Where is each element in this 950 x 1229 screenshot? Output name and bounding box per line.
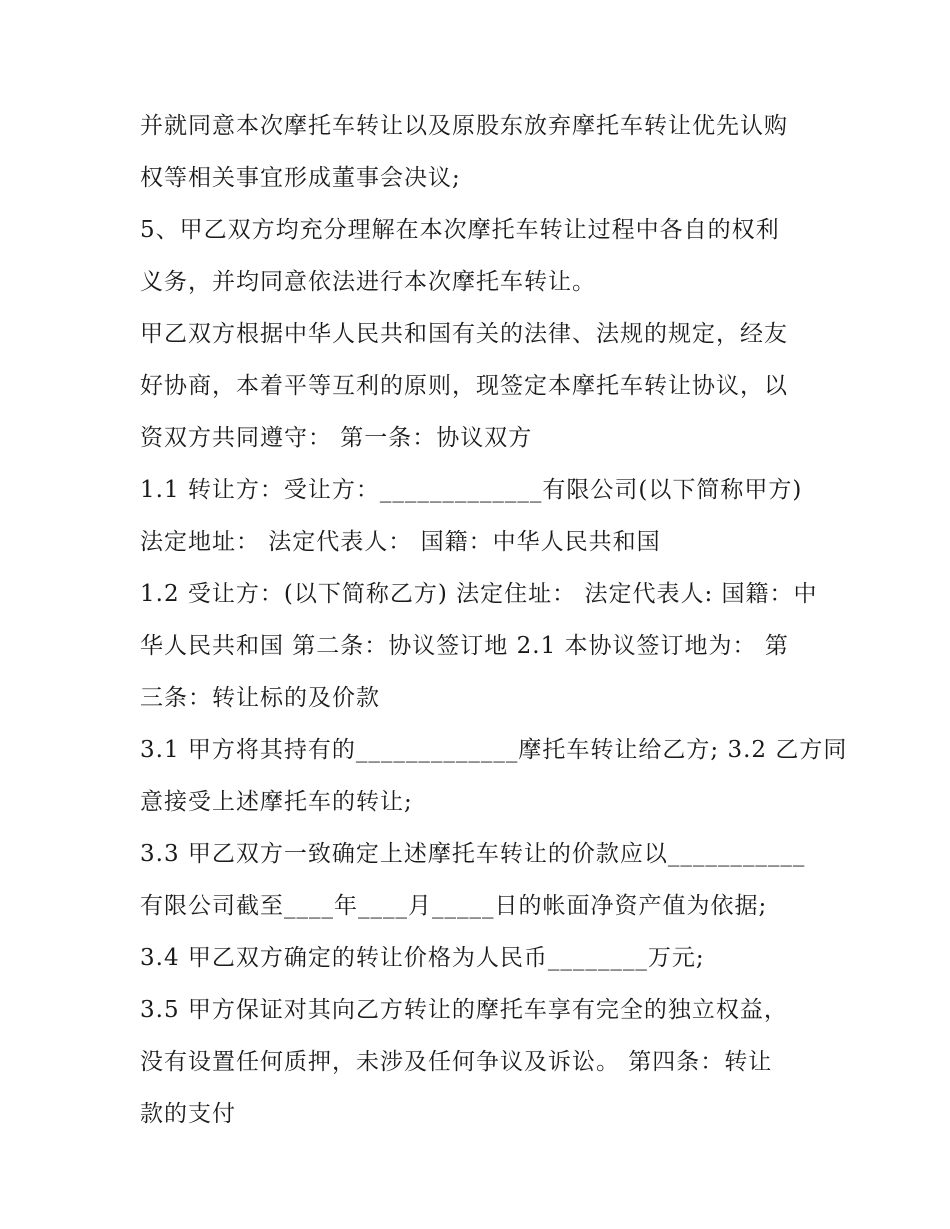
text-line: 3.1 甲方将其持有的_____________摩托车转让给乙方; 3.2 乙方同 [140,737,848,763]
text-line: 意接受上述摩托车的转让; [140,789,413,815]
text-line: 义务，并均同意依法进行本次摩托车转让。 [140,269,596,295]
text-line: 华人民共和国 第二条：协议签订地 2.1 本协议签订地为： 第 [140,633,789,659]
text-line: 法定地址： 法定代表人： 国籍：中华人民共和国 [140,529,661,555]
text-line: 5、甲乙双方均充分理解在本次摩托车转让过程中各自的权利 [140,217,780,243]
text-line: 好协商，本着平等互利的原则，现签定本摩托车转让协议，以 [140,373,788,399]
text-line: 款的支付 [140,1101,236,1127]
text-line: 没有设置任何质押，未涉及任何争议及诉讼。 第四条：转让 [140,1049,773,1075]
text-line: 有限公司截至____年____月_____日的帐面净资产值为依据; [140,893,768,919]
text-line: 并就同意本次摩托车转让以及原股东放弃摩托车转让优先认购 [140,113,788,139]
text-line: 3.4 甲乙双方确定的转让价格为人民币________万元; [140,945,705,971]
document-body [140,100,848,1140]
text-line: 3.3 甲乙双方一致确定上述摩托车转让的价款应以___________ [140,841,806,867]
text-line: 甲乙双方根据中华人民共和国有关的法律、法规的规定，经友 [140,321,788,347]
text-line: 资双方共同遵守： 第一条：协议双方 [140,425,533,451]
text-line: 1.1 转让方：受让方：_____________有限公司(以下简称甲方) [140,477,803,503]
text-line: 三条：转让标的及价款 [140,685,380,711]
text-line: 权等相关事宜形成董事会决议; [140,165,461,191]
text-line: 3.5 甲方保证对其向乙方转让的摩托车享有完全的独立权益， [140,997,788,1023]
text-line: 1.2 受让方：(以下简称乙方) 法定住址： 法定代表人: 国籍：中 [140,581,818,607]
